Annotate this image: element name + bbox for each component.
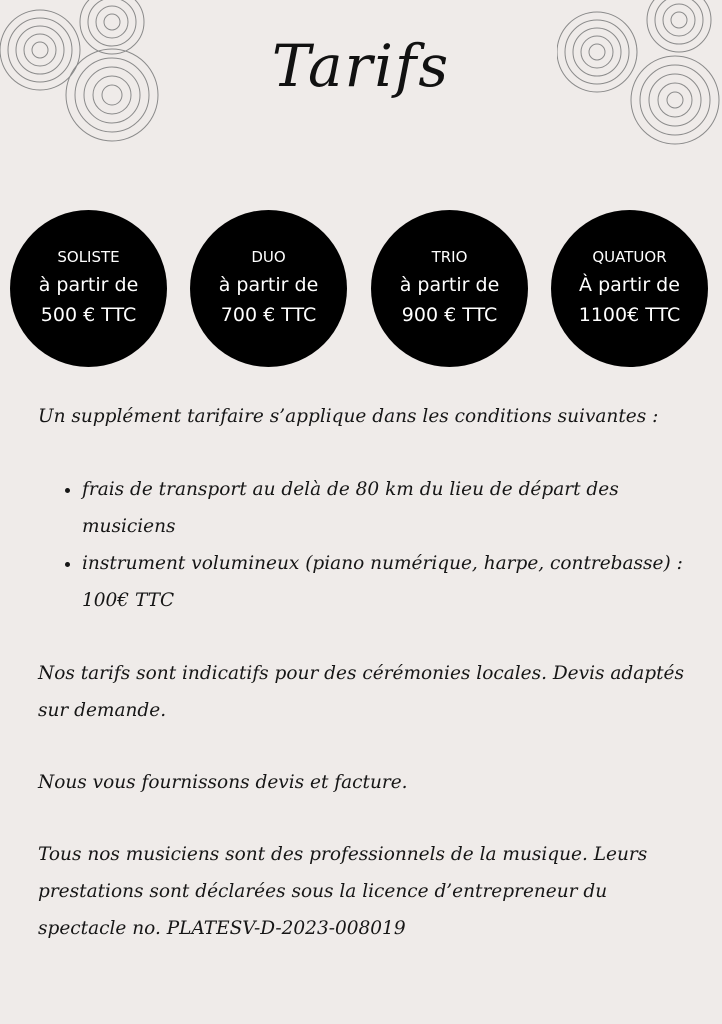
price-circle-duo bbox=[190, 210, 347, 367]
conditions-text bbox=[38, 398, 688, 947]
offer-from: à partir de bbox=[399, 273, 500, 296]
offer-price: 700 € TTC bbox=[220, 303, 317, 326]
note-indicative: Nos tarifs sont indicatifs pour des cérémonies locales. Devis adaptés sur demande. bbox=[38, 663, 684, 721]
supplement-list bbox=[38, 471, 688, 619]
offer-price: 900 € TTC bbox=[401, 303, 498, 326]
price-circles bbox=[10, 210, 710, 370]
price-circle-soliste bbox=[10, 210, 167, 367]
offer-name: QUATUOR bbox=[592, 247, 667, 266]
offer-price: 1100€ TTC bbox=[578, 303, 681, 326]
note-license: Tous nos musiciens sont des professionnels de la musique. Leurs prestations sont déclarées sous la licence d’entrepreneur du spectacle no. PLATESV-D-2023-008019 bbox=[38, 844, 648, 939]
offer-from: à partir de bbox=[218, 273, 319, 296]
list-item: • frais de transport au delà de 80 km du lieu de départ des musiciens bbox=[82, 471, 688, 545]
supplement-intro: Un supplément tarifaire s’applique dans les conditions suivantes : bbox=[38, 406, 659, 427]
offer-price: 500 € TTC bbox=[40, 303, 137, 326]
offer-name: SOLISTE bbox=[57, 247, 120, 266]
page-title: Tarifs bbox=[271, 32, 451, 100]
list-item: • instrument volumineux (piano numérique, harpe, contrebasse) : 100€ TTC bbox=[82, 545, 688, 619]
offer-from: À partir de bbox=[579, 273, 680, 296]
price-circle-quatuor bbox=[551, 210, 708, 367]
note-invoice: Nous vous fournissons devis et facture. bbox=[38, 772, 408, 793]
offer-from: à partir de bbox=[38, 273, 139, 296]
offer-name: TRIO bbox=[431, 247, 468, 266]
price-circle-trio bbox=[371, 210, 528, 367]
offer-name: DUO bbox=[251, 247, 286, 266]
